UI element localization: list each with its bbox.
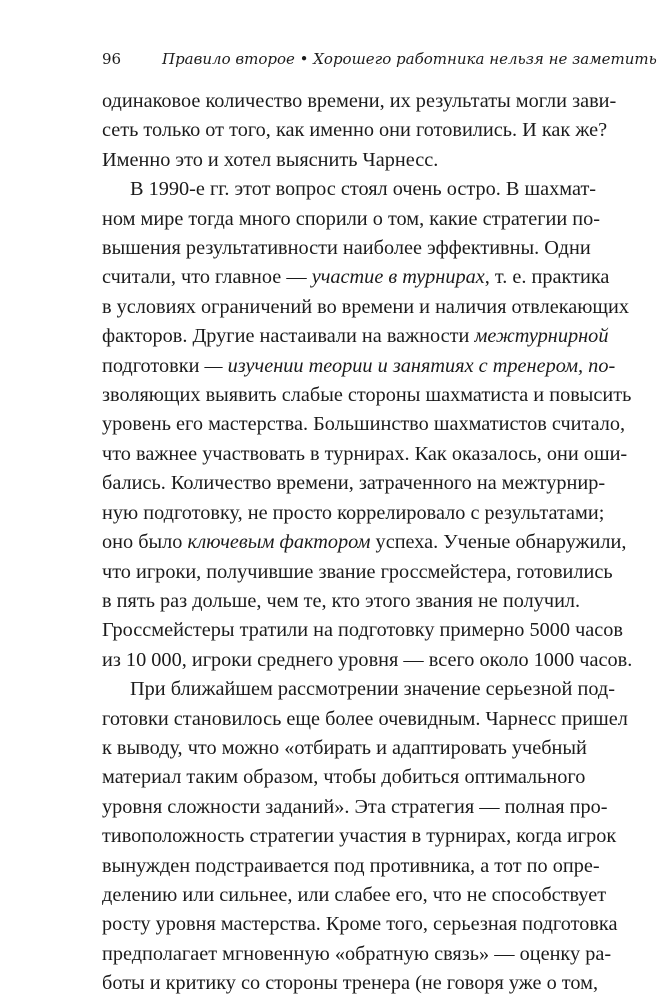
text-line: уровень его мастерства. Большинство шахматистов считало, [102, 413, 626, 436]
text-line: готовки становилось еще более очевидным. Чарнесс пришел [102, 707, 628, 730]
text-line: подготовки — изучении теории и занятиях с тренером, по- [102, 354, 616, 377]
text-line: вынужден подстраивается под противника, а тот по опре- [102, 854, 600, 877]
body-text [102, 87, 633, 999]
text-line: боты и критику со стороны тренера (не говоря уже о том, [102, 972, 599, 995]
text-line: одинаковое количество времени, их результаты могли зави- [102, 90, 617, 112]
paragraph-3 [102, 675, 628, 998]
running-title: Правило второе • Хорошего работника нельзя не заметить [162, 50, 657, 68]
text-line: что важнее участвовать в турнирах. Как оказалось, они оши- [102, 442, 628, 465]
text-line: росту уровня мастерства. Кроме того, серьезная подготовка [102, 913, 618, 936]
text-line: из 10 000, игроки среднего уровня — всего около 1000 часов. [102, 648, 633, 671]
text-line: предполагает мгновенную «обратную связь» — оценку ра- [102, 942, 612, 965]
text-line: Гроссмейстеры тратили на подготовку примерно 5000 часов [102, 619, 623, 642]
text-line: материал таким образом, чтобы добиться оптимального [102, 766, 586, 789]
text-line: ном мире тогда много спорили о том, какие стратегии по- [102, 207, 601, 230]
text-line: что игроки, получившие звание гроссмейстера, готовились [102, 560, 613, 583]
text-line: При ближайшем рассмотрении значение серьезной под- [130, 678, 615, 701]
text-line: к выводу, что можно «отбирать и адаптировать учебный [102, 736, 587, 759]
text-line: в пять раз дольше, чем те, кто этого звания не получил. [102, 589, 581, 612]
text-line: считали, что главное — участие в турнирах, т. е. практика [102, 266, 610, 289]
text-line: бались. Количество времени, затраченного на межтурнир- [102, 472, 606, 495]
text-line: Именно это и хотел выяснить Чарнесс. [102, 148, 439, 171]
text-line: сеть только от того, как именно они готовились. И как же? [102, 119, 608, 142]
text-line: В 1990-е гг. этот вопрос стоял очень остро. В шахмат- [130, 178, 597, 201]
text-line: факторов. Другие настаивали на важности межтурнирной [102, 325, 609, 348]
text-line: вышения результативности наиболее эффективны. Одни [102, 237, 591, 260]
running-header [102, 49, 657, 69]
text-line: в условиях ограничений во времени и наличия отвлекающих [102, 295, 630, 318]
text-line: оно было ключевым фактором успеха. Ученые обнаружили, [102, 531, 627, 554]
text-line: делению или сильнее, или слабее его, что не способствует [102, 883, 607, 906]
text-line: уровня сложности заданий». Эта стратегия — полная про- [102, 795, 608, 818]
page-number: 96 [102, 50, 122, 68]
text-line: тивоположность стратегии участия в турнирах, когда игрок [102, 825, 617, 848]
paragraph-1 [102, 87, 617, 175]
text-line: ную подготовку, не просто коррелировало с результатами; [102, 501, 605, 524]
paragraph-2 [102, 175, 633, 675]
text-line: зволяющих выявить слабые стороны шахматиста и повысить [102, 384, 632, 407]
